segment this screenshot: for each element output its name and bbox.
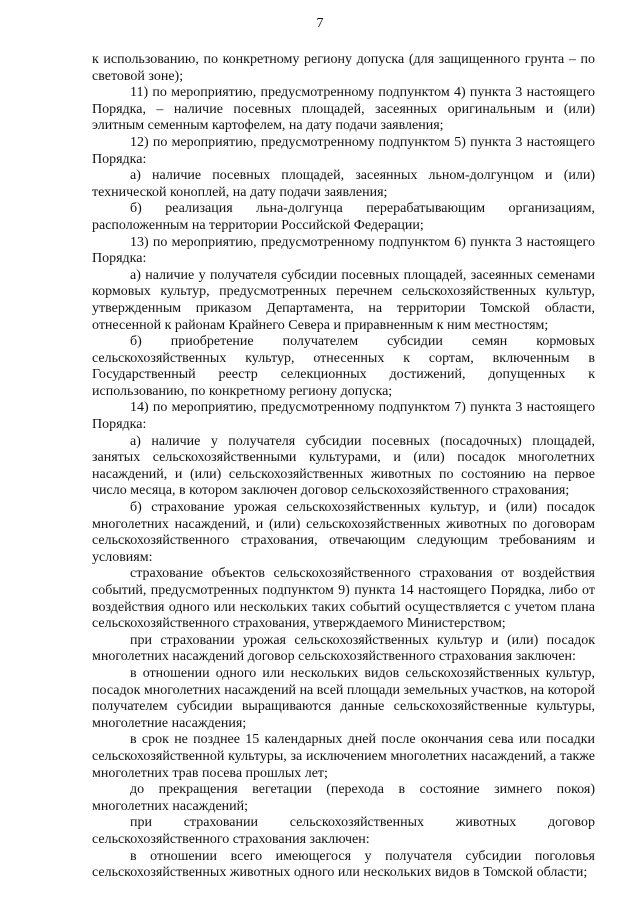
paragraph: б) страхование урожая сельскохозяйственных культур, и (или) посадок многолетних насаждений, и (или) сельскохозяйственных животных по договорам сельскохозяйственного страхования, отвечающим следующим требованиям и условиям: bbox=[92, 500, 595, 565]
paragraph: 11) по мероприятию, предусмотренному подпунктом 4) пункта 3 настоящего Порядка, – наличие посевных площадей, засеянных оригинальным и (или) элитным семенным картофелем, на дату подачи заявления; bbox=[92, 85, 595, 134]
paragraph: в отношении всего имеющегося у получателя субсидии поголовья сельскохозяйственных животных одного или нескольких видов в Томской области; bbox=[92, 848, 595, 881]
paragraph: б) реализация льна-долгунца перерабатывающим организациям, расположенным на территории Российской Федерации; bbox=[92, 201, 595, 233]
paragraph: при страховании урожая сельскохозяйственных культур и (или) посадок многолетних насаждений договор сельскохозяйственного страхования заключен: bbox=[92, 632, 595, 665]
paragraph: б) приобретение получателем субсидии семян кормовых сельскохозяйственных культур, отнесенных к сортам, включенным в Государственный реестр селекционных достижений, допущенных к использованию, по конкретному региону допуска; bbox=[92, 334, 595, 399]
document-body bbox=[92, 52, 595, 882]
paragraph: до прекращения вегетации (перехода в состояние зимнего покоя) многолетних насаждений; bbox=[92, 782, 595, 814]
paragraph: при страховании сельскохозяйственных животных договор сельскохозяйственного страхования заключен: bbox=[92, 815, 595, 847]
paragraph: в срок не позднее 15 календарных дней после окончания сева или посадки сельскохозяйственной культуры, за исключением многолетних насаждений, а также многолетних трав посева прошлых лет; bbox=[92, 732, 595, 781]
paragraph: а) наличие у получателя субсидии посевных (посадочных) площадей, занятых сельскохозяйственными культурами, и (или) посадок многолетних насаждений, и (или) сельскохозяйственных животных по состоянию на первое число месяца, в котором заключен договор сельскохозяйственного страхования; bbox=[92, 433, 595, 499]
paragraph: а) наличие посевных площадей, засеянных льном-долгунцом и (или) технической коноплей, на дату подачи заявления; bbox=[92, 168, 595, 200]
paragraph: а) наличие у получателя субсидии посевных площадей, засеянных семенами кормовых культур, предусмотренных перечнем сельскохозяйственных культур, утвержденным приказом Департамента, на территории Томской области, отнесенной к районам Крайнего Севера и приравненным к ним местностям; bbox=[92, 267, 595, 333]
paragraph: 13) по мероприятию, предусмотренному подпунктом 6) пункта 3 настоящего Порядка: bbox=[92, 234, 595, 267]
paragraph: страхование объектов сельскохозяйственного страхования от воздействия событий, предусмотренных подпунктом 9) пункта 14 настоящего Порядка, либо от воздействия одного или нескольких таких событий осуществляется с учетом плана сельскохозяйственного страхования, утверждаемого Министерством; bbox=[92, 566, 595, 632]
paragraph: в отношении одного или нескольких видов сельскохозяйственных культур, посадок многолетних насаждений на всей площади земельных участков, на которой получателем субсидии выращиваются данные сельскохозяйственные культуры, многолетние насаждения; bbox=[92, 665, 595, 731]
paragraph: 14) по мероприятию, предусмотренному подпунктом 7) пункта 3 настоящего Порядка: bbox=[92, 400, 595, 433]
page-number: 7 bbox=[316, 16, 324, 31]
paragraph: к использованию, по конкретному региону допуска (для защищенного грунта – по световой зоне); bbox=[92, 52, 595, 84]
paragraph: 12) по мероприятию, предусмотренному подпунктом 5) пункта 3 настоящего Порядка: bbox=[92, 134, 595, 167]
